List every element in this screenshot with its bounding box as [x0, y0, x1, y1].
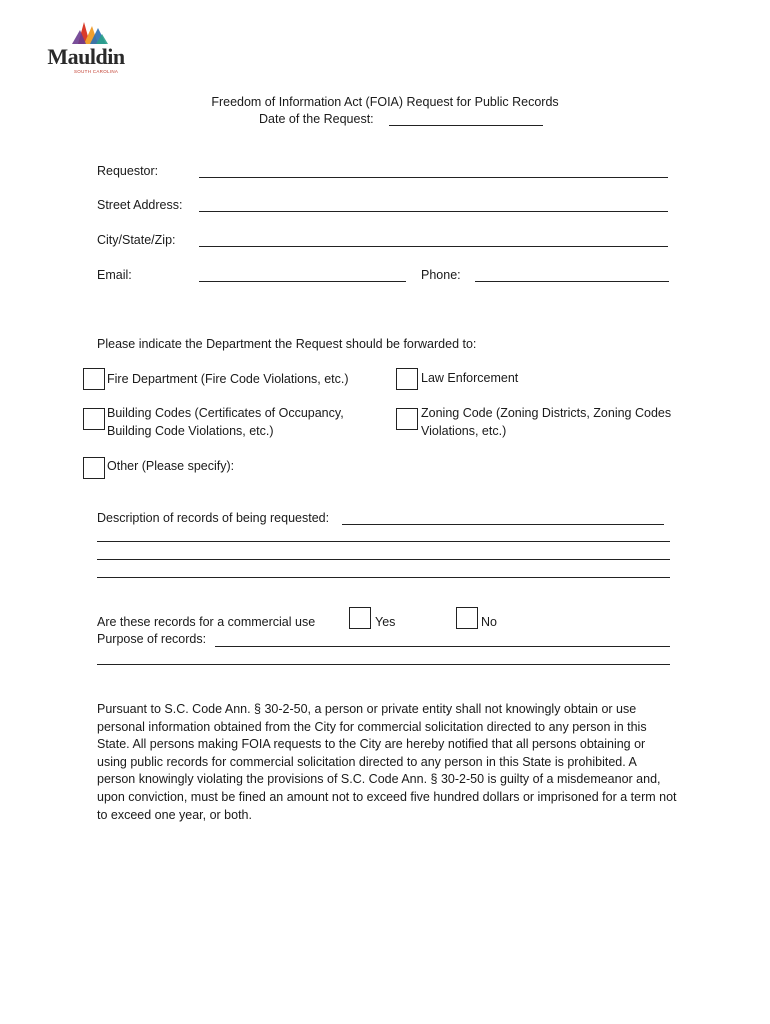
law-enforcement-checkbox[interactable]	[396, 368, 418, 390]
purpose-field-2[interactable]	[97, 664, 670, 665]
other-label: Other (Please specify):	[107, 459, 235, 473]
street-label: Street Address:	[97, 198, 183, 212]
commercial-yes-checkbox[interactable]	[349, 607, 371, 629]
city-field[interactable]	[199, 246, 668, 247]
commercial-question: Are these records for a commercial use	[97, 615, 316, 629]
department-prompt: Please indicate the Department the Request should be forwarded to:	[97, 337, 477, 351]
commercial-yes-label: Yes	[375, 615, 396, 629]
law-enforcement-label: Law Enforcement	[421, 371, 519, 385]
phone-label: Phone:	[421, 268, 461, 282]
building-codes-checkbox[interactable]	[83, 408, 105, 430]
zoning-code-checkbox[interactable]	[396, 408, 418, 430]
phone-field[interactable]	[475, 281, 669, 282]
description-field-2[interactable]	[97, 541, 670, 542]
logo-state: SOUTH CAROLINA	[74, 69, 119, 74]
city-label: City/State/Zip:	[97, 233, 176, 247]
email-label: Email:	[97, 268, 132, 282]
description-field-3[interactable]	[97, 559, 670, 560]
fire-department-label: Fire Department (Fire Code Violations, etc.)	[107, 372, 349, 386]
zoning-code-label-1: Zoning Code (Zoning Districts, Zoning Codes	[421, 406, 672, 420]
street-field[interactable]	[199, 211, 668, 212]
mauldin-logo	[40, 18, 132, 76]
commercial-no-label: No	[481, 615, 497, 629]
description-field-1[interactable]	[342, 524, 664, 525]
fire-department-checkbox[interactable]	[83, 368, 105, 390]
description-label: Description of records of being requested:	[97, 511, 330, 525]
requestor-field[interactable]	[199, 177, 668, 178]
zoning-code-label-2: Violations, etc.)	[421, 424, 507, 438]
building-codes-label-1: Building Codes (Certificates of Occupancy,	[107, 406, 344, 420]
commercial-no-checkbox[interactable]	[456, 607, 478, 629]
purpose-field-1[interactable]	[215, 646, 670, 647]
date-label: Date of the Request:	[259, 112, 374, 126]
purpose-label: Purpose of records:	[97, 632, 207, 646]
date-field[interactable]	[389, 125, 543, 126]
legal-notice: Pursuant to S.C. Code Ann. § 30-2-50, a person or private entity shall not knowingly obtain or use personal information obtained from the City for commercial solicitation directed to any person in this State. All persons making FOIA requests to the City are hereby notified that all persons obtaining or using public records for commercial solicitation directed to any person in this State is prohibited. A person knowingly violating the provisions of S.C. Code Ann. § 30-2-50 is guilty of a misdemeanor and, upon conviction, must be fined an amount not to exceed five hundred dollars or imprisoned for a term not to exceed one year, or both.	[97, 702, 677, 822]
description-field-4[interactable]	[97, 577, 670, 578]
building-codes-label-2: Building Code Violations, etc.)	[107, 424, 274, 438]
requestor-label: Requestor:	[97, 164, 159, 178]
other-checkbox[interactable]	[83, 457, 105, 479]
logo-wordmark: Mauldin	[47, 44, 125, 69]
form-title: Freedom of Information Act (FOIA) Request for Public Records	[211, 95, 559, 109]
email-field[interactable]	[199, 281, 406, 282]
